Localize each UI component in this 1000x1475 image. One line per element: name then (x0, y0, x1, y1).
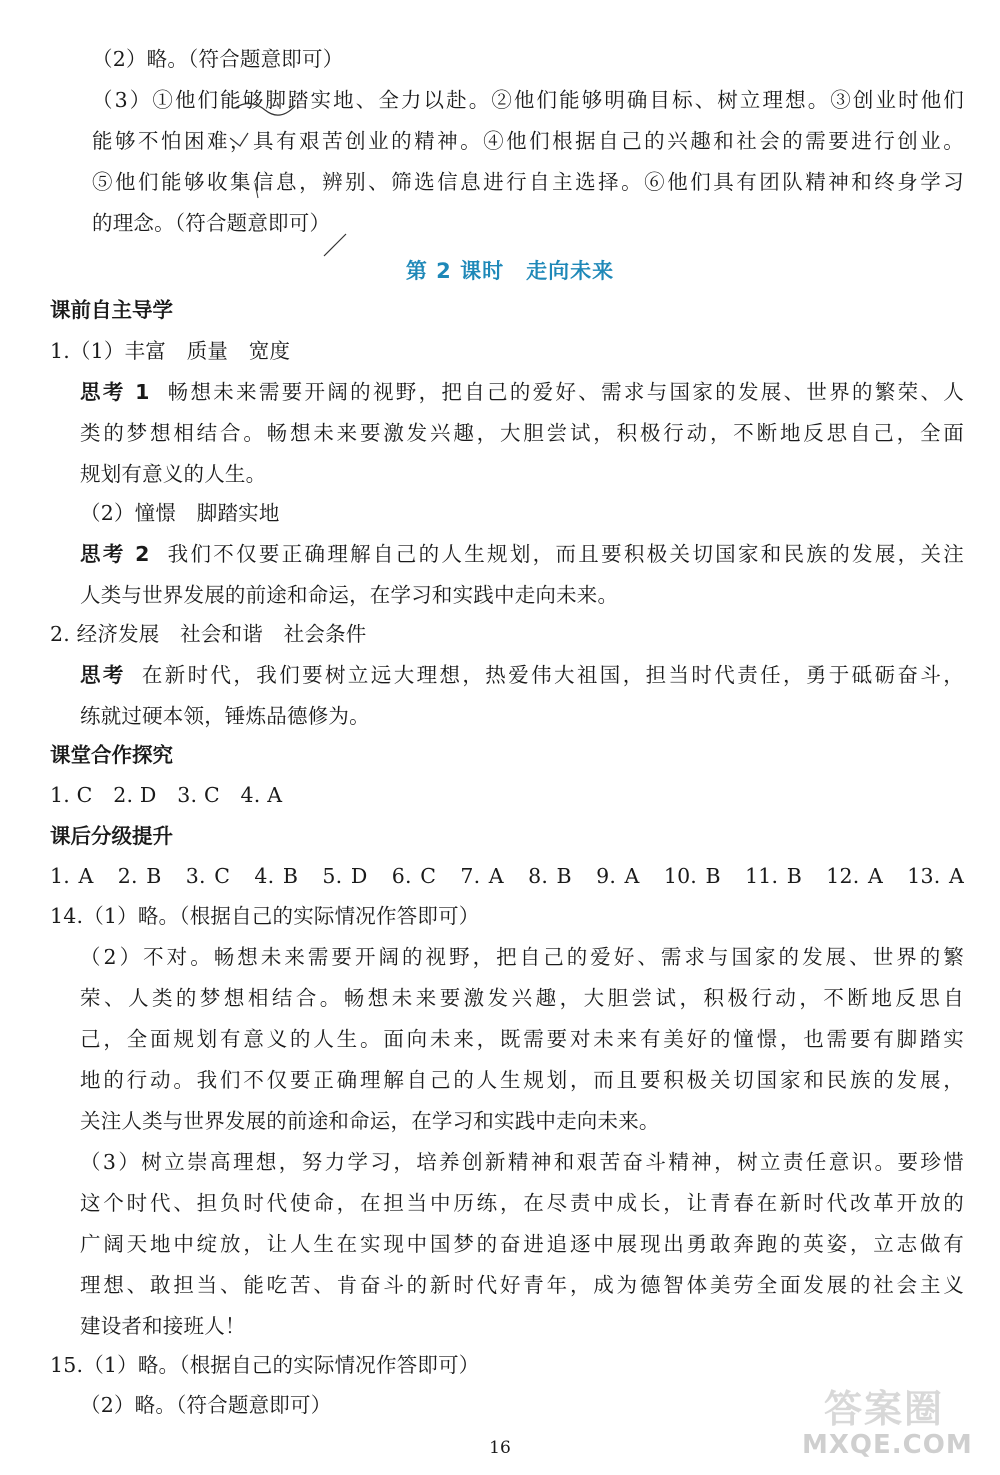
think-paragraph-line: 思考 2 我们不仅要正确理解自己的人生规划，而且要积极关切国家和民族的发展，关注 (80, 542, 965, 566)
answer-line: 15.（1）略。（根据自己的实际情况作答即可） (50, 1353, 480, 1377)
think-paragraph-line: 人类与世界发展的前途和命运，在学习和实践中走向未来。 (80, 583, 619, 607)
answer-line: 能够不怕困难，具有艰苦创业的精神。④他们根据自己的兴趣和社会的需要进行创业。 (92, 129, 964, 153)
think-paragraph-line: 练就过硬本领，锤炼品德修为。 (80, 704, 370, 728)
answer-line: （2）略。（符合题意即可） (80, 1393, 332, 1417)
answer-line: 1.（1）丰富 质量 宽度 (50, 339, 291, 363)
watermark (802, 1378, 992, 1470)
answer-paragraph-line: （2）不对。畅想未来需要开阔的视野，把自己的爱好、需求与国家的发展、世界的繁 (80, 945, 964, 969)
answer-line: 1. A 2. B 3. C 4. B 5. D 6. C 7. A 8. B 9. A 10. B 11. B 12. A 13. A (50, 864, 964, 888)
answer-line: 14.（1）略。（根据自己的实际情况作答即可） (50, 904, 480, 928)
think-label: 思考 1 (80, 380, 150, 404)
think-label: 思考 (80, 663, 126, 687)
answer-line: （3）①他们能够脚踏实地、全力以赴。②他们能够明确目标、树立理想。③创业时他们 (92, 88, 964, 112)
answer-line: 的理念。（符合题意即可） (92, 211, 331, 235)
think-paragraph-line: 思考 在新时代，我们要树立远大理想，热爱伟大祖国，担当时代责任，勇于砥砺奋斗， (80, 663, 965, 687)
answer-paragraph-line: 建设者和接班人！ (80, 1314, 246, 1338)
answer-line: （2）略。（符合题意即可） (92, 47, 344, 71)
answer-line: 1. C 2. D 3. C 4. A (50, 783, 283, 807)
watermark-url: MXQE.COM (802, 1430, 973, 1460)
answer-line: （2）憧憬 脚踏实地 (80, 501, 280, 525)
answer-paragraph-line: 荣、人类的梦想相结合。畅想未来要激发兴趣，大胆尝试，积极行动，不断地反思自 (80, 986, 964, 1010)
watermark-logo: 答案圈 (824, 1387, 945, 1431)
section-heading: 课后分级提升 (50, 824, 173, 848)
answer-paragraph-line: （3）树立崇高理想，努力学习，培养创新精神和艰苦奋斗精神，树立责任意识。要珍惜 (80, 1150, 964, 1174)
answer-line: 2. 经济发展 社会和谐 社会条件 (50, 622, 367, 646)
section-heading: 课堂合作探究 (50, 743, 173, 767)
think-paragraph-line: 类的梦想相结合。畅想未来要激发兴趣，大胆尝试，积极行动，不断地反思自己，全面 (80, 421, 964, 445)
page-number: 16 (489, 1438, 511, 1458)
answer-paragraph-line: 关注人类与世界发展的前途和命运，在学习和实践中走向未来。 (80, 1109, 660, 1133)
answer-paragraph-line: 地的行动。我们不仅要正确理解自己的人生规划，而且要积极关切国家和民族的发展， (80, 1068, 964, 1092)
lesson-title: 第 2 课时 走向未来 (405, 259, 615, 283)
pen-scribble (200, 88, 310, 218)
think-paragraph-line: 思考 1 畅想未来需要开阔的视野，把自己的爱好、需求与国家的发展、世界的繁荣、人 (80, 380, 965, 404)
section-heading: 课前自主导学 (50, 298, 173, 322)
pen-stroke (320, 230, 350, 260)
answer-paragraph-line: 广阔天地中绽放，让人生在实现中国梦的奋进追逐中展现出勇敢奔跑的英姿，立志做有 (80, 1232, 964, 1256)
answer-line: ⑤他们能够收集信息，辨别、筛选信息进行自主选择。⑥他们具有团队精神和终身学习 (92, 170, 964, 194)
answer-paragraph-line: 己，全面规划有意义的人生。面向未来，既需要对未来有美好的憧憬，也需要有脚踏实 (80, 1027, 964, 1051)
think-label: 思考 2 (80, 542, 150, 566)
think-paragraph-line: 规划有意义的人生。 (80, 462, 267, 486)
answer-paragraph-line: 理想、敢担当、能吃苦、肯奋斗的新时代好青年，成为德智体美劳全面发展的社会主义 (80, 1273, 964, 1297)
answer-paragraph-line: 这个时代、担负时代使命，在担当中历练，在尽责中成长，让青春在新时代改革开放的 (80, 1191, 964, 1215)
